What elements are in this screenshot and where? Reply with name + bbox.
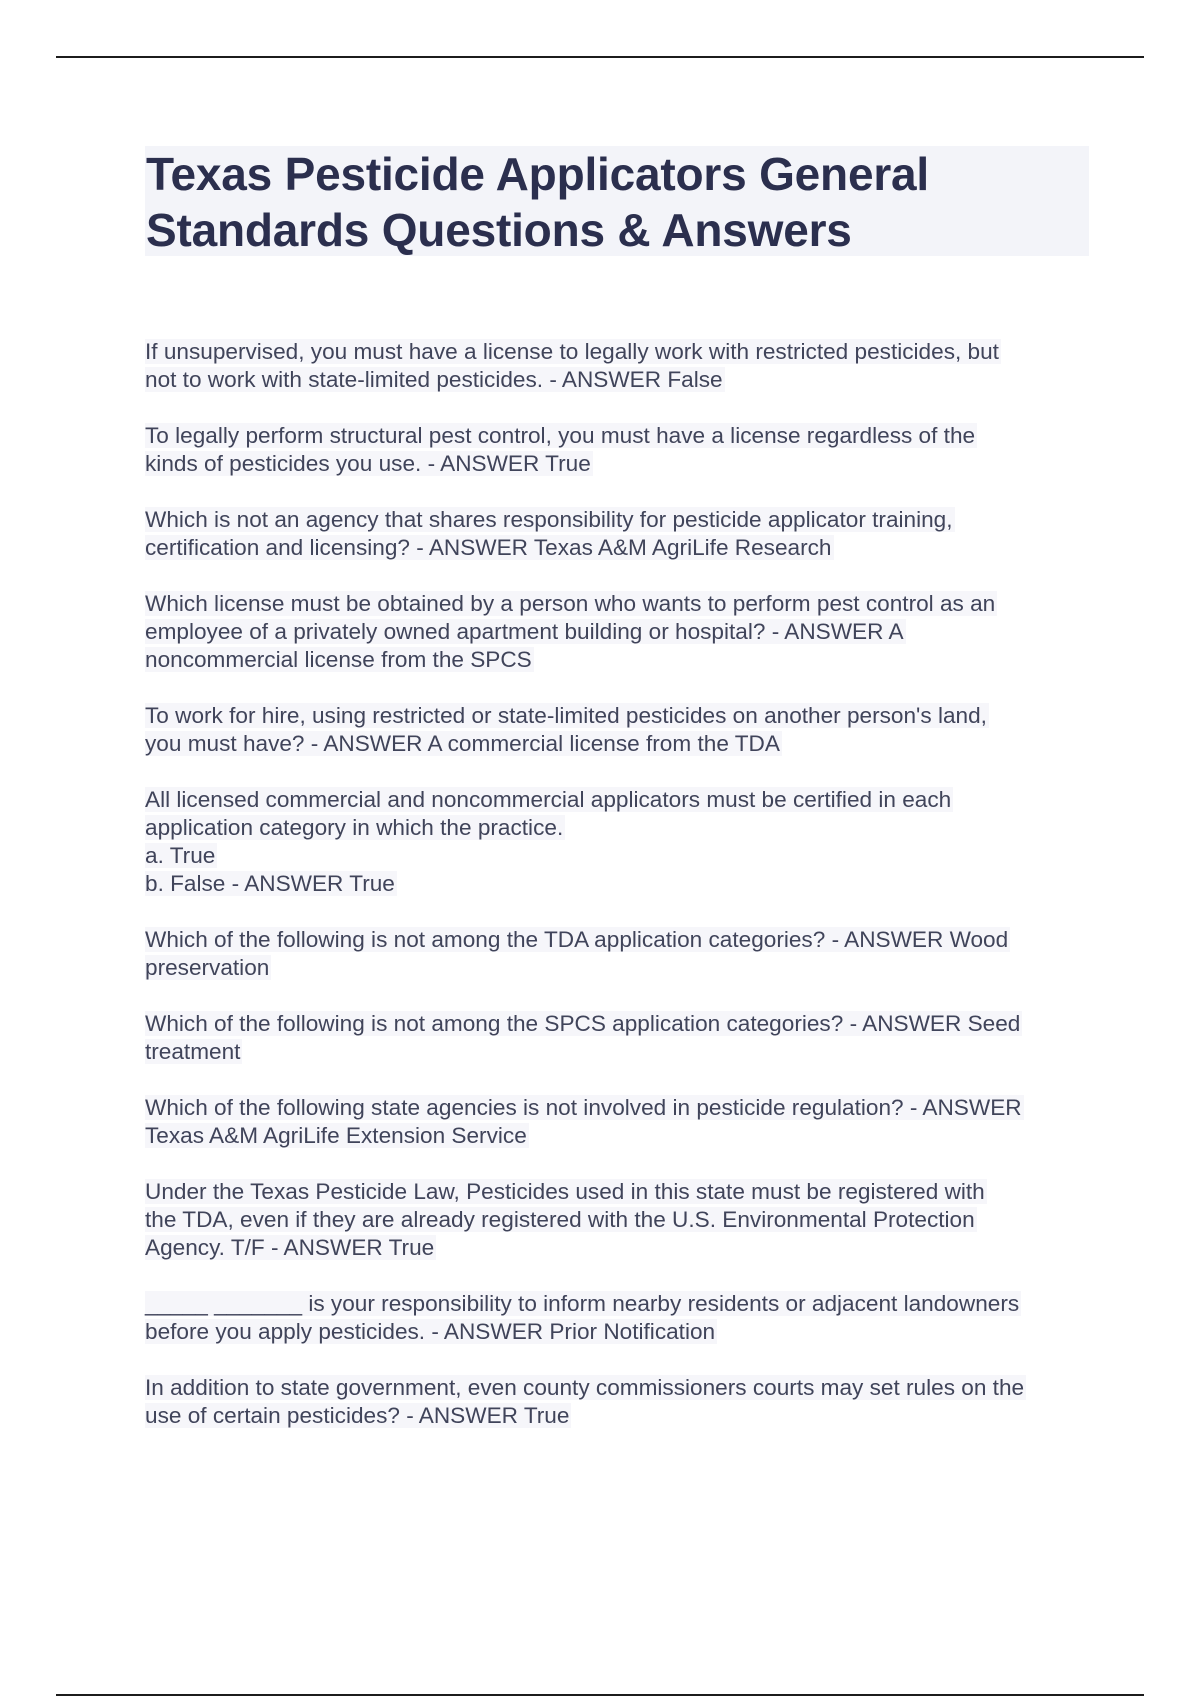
qa-text-line: Under the Texas Pesticide Law, Pesticides used in this state must be registered with xyxy=(145,1179,985,1204)
qa-text-line: you must have? - ANSWER A commercial license from the TDA xyxy=(145,731,780,756)
qa-text-line: _____ _______ is your responsibility to inform nearby residents or adjacent landowners xyxy=(145,1291,1020,1316)
qa-text-line: application category in which the practice. xyxy=(145,815,564,840)
qa-item xyxy=(145,1094,1095,1150)
qa-text-line: use of certain pesticides? - ANSWER True xyxy=(145,1403,570,1428)
qa-text-line: noncommercial license from the SPCS xyxy=(145,647,532,672)
qa-text-line: Which is not an agency that shares responsibility for pesticide applicator training, xyxy=(145,507,953,532)
qa-text-line: a. True xyxy=(145,843,216,868)
qa-item xyxy=(145,506,1095,562)
qa-text-line: kinds of pesticides you use. - ANSWER True xyxy=(145,451,591,476)
qa-item xyxy=(145,926,1095,982)
qa-text-line: Texas A&M AgriLife Extension Service xyxy=(145,1123,527,1148)
qa-text-line: To legally perform structural pest control, you must have a license regardless of the xyxy=(145,423,976,448)
header-rule xyxy=(56,56,1144,58)
qa-text-line: Agency. T/F - ANSWER True xyxy=(145,1235,435,1260)
qa-text-line: Which of the following is not among the TDA application categories? - ANSWER Wood xyxy=(145,927,1009,952)
qa-item xyxy=(145,1010,1095,1066)
title-line: Texas Pesticide Applicators General xyxy=(146,148,929,200)
qa-text-line: In addition to state government, even county commissioners courts may set rules on the xyxy=(145,1375,1025,1400)
qa-text-line: the TDA, even if they are already registered with the U.S. Environmental Protection xyxy=(145,1207,975,1232)
qa-item xyxy=(145,338,1095,394)
qa-text-line: Which of the following state agencies is not involved in pesticide regulation? - ANSWER xyxy=(145,1095,1022,1120)
qa-item xyxy=(145,702,1095,758)
title-line: Standards Questions & Answers xyxy=(146,204,852,256)
qa-text-line: employee of a privately owned apartment building or hospital? - ANSWER A xyxy=(145,619,904,644)
qa-item xyxy=(145,422,1095,478)
qa-item xyxy=(145,590,1095,674)
qa-text-line: Which of the following is not among the SPCS application categories? - ANSWER Seed xyxy=(145,1011,1021,1036)
qa-text-line: Which license must be obtained by a person who wants to perform pest control as an xyxy=(145,591,996,616)
qa-text-line: All licensed commercial and noncommercial applicators must be certified in each xyxy=(145,787,952,812)
qa-text-line: b. False - ANSWER True xyxy=(145,871,395,896)
page-title xyxy=(145,146,1089,256)
footer-rule xyxy=(56,1694,1144,1696)
qa-item xyxy=(145,786,1095,898)
qa-text-line: not to work with state-limited pesticides. - ANSWER False xyxy=(145,367,723,392)
qa-text-line: To work for hire, using restricted or state-limited pesticides on another person's land, xyxy=(145,703,987,728)
qa-item xyxy=(145,1374,1095,1430)
qa-text-line: before you apply pesticides. - ANSWER Prior Notification xyxy=(145,1319,716,1344)
qa-text-line: preservation xyxy=(145,955,270,980)
qa-text-line: treatment xyxy=(145,1039,241,1064)
qa-item xyxy=(145,1290,1095,1346)
qa-list xyxy=(145,338,1095,1458)
qa-text-line: If unsupervised, you must have a license to legally work with restricted pesticides, but xyxy=(145,339,999,364)
qa-text-line: certification and licensing? - ANSWER Texas A&M AgriLife Research xyxy=(145,535,832,560)
qa-item xyxy=(145,1178,1095,1262)
